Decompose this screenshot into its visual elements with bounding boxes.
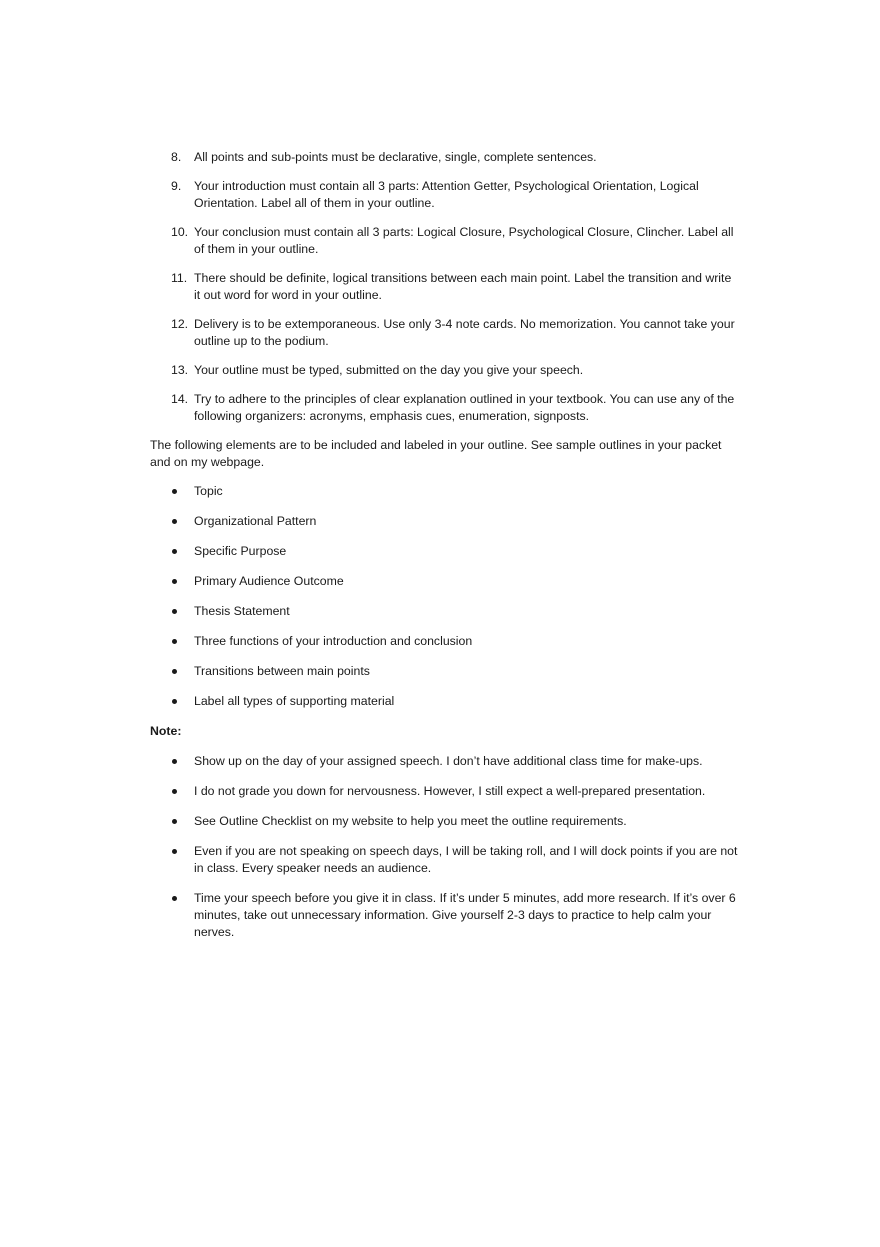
elements-intro-paragraph: The following elements are to be included and labeled in your outline. See sample outlines in your packet and on my webpage. — [150, 438, 722, 469]
item-text: Try to adhere to the principles of clear explanation outlined in your textbook. You can use any of the following organizers: acronyms, emphasis cues, enumeration, signposts. — [194, 392, 735, 423]
item-number: 10. — [171, 225, 189, 239]
requirement-item — [150, 149, 740, 166]
list-item — [150, 693, 740, 710]
requirement-item — [150, 178, 740, 212]
list-item — [150, 813, 740, 830]
list-item — [150, 573, 740, 590]
note-heading: Note: — [150, 724, 182, 738]
list-item — [150, 890, 740, 941]
list-item-text: Label all types of supporting material — [194, 694, 395, 708]
bullet-icon — [172, 489, 177, 494]
bullet-icon — [172, 549, 177, 554]
item-text: There should be definite, logical transitions between each main point. Label the transition and write it out word for word in your outline. — [194, 271, 732, 302]
list-item-text: Three functions of your introduction and conclusion — [194, 634, 473, 648]
item-number: 13. — [171, 363, 189, 377]
requirement-item — [150, 391, 740, 425]
bullet-icon — [172, 699, 177, 704]
item-number: 12. — [171, 317, 189, 331]
requirement-item — [150, 224, 740, 258]
bullet-icon — [172, 819, 177, 824]
outline-elements-list — [150, 483, 740, 710]
list-item-text: See Outline Checklist on my website to help you meet the outline requirements. — [194, 814, 627, 828]
list-item-text: Even if you are not speaking on speech days, I will be taking roll, and I will dock points if you are not in class. Every speaker needs an audience. — [194, 844, 738, 875]
bullet-icon — [172, 896, 177, 901]
list-item — [150, 603, 740, 620]
list-item-text: Organizational Pattern — [194, 514, 317, 528]
bullet-icon — [172, 789, 177, 794]
list-item-text: Topic — [194, 484, 223, 498]
list-item — [150, 633, 740, 650]
list-item-text: Primary Audience Outcome — [194, 574, 344, 588]
item-number: 8. — [171, 150, 182, 164]
bullet-icon — [172, 609, 177, 614]
document-body — [150, 149, 740, 954]
bullet-icon — [172, 669, 177, 674]
list-item-text: Transitions between main points — [194, 664, 370, 678]
notes-list — [150, 753, 740, 941]
item-text: Your outline must be typed, submitted on the day you give your speech. — [194, 363, 584, 377]
bullet-icon — [172, 579, 177, 584]
list-item — [150, 513, 740, 530]
requirement-item — [150, 270, 740, 304]
list-item — [150, 843, 740, 877]
item-number: 9. — [171, 179, 182, 193]
list-item-text: Specific Purpose — [194, 544, 287, 558]
requirements-list — [150, 149, 740, 425]
list-item-text: I do not grade you down for nervousness. However, I still expect a well-prepared presentation. — [194, 784, 706, 798]
requirement-item — [150, 362, 740, 379]
list-item — [150, 483, 740, 500]
item-text: Your introduction must contain all 3 parts: Attention Getter, Psychological Orientation, Logical Orientation. Label all of them in your outline. — [194, 179, 699, 210]
bullet-icon — [172, 849, 177, 854]
item-text: Your conclusion must contain all 3 parts: Logical Closure, Psychological Closure, Clincher. Label all of them in your outline. — [194, 225, 734, 256]
requirement-item — [150, 316, 740, 350]
item-number: 14. — [171, 392, 189, 406]
list-item — [150, 663, 740, 680]
bullet-icon — [172, 759, 177, 764]
bullet-icon — [172, 519, 177, 524]
item-text: All points and sub-points must be declarative, single, complete sentences. — [194, 150, 597, 164]
item-text: Delivery is to be extemporaneous. Use only 3-4 note cards. No memorization. You cannot take your outline up to the podium. — [194, 317, 735, 348]
bullet-icon — [172, 639, 177, 644]
item-number: 11. — [171, 271, 188, 285]
list-item — [150, 783, 740, 800]
list-item-text: Thesis Statement — [194, 604, 290, 618]
list-item — [150, 543, 740, 560]
list-item-text: Time your speech before you give it in class. If it’s under 5 minutes, add more research. If it’s over 6 minutes, take out unnecessary information. Give yourself 2-3 days to practice to help calm your nerves. — [194, 891, 736, 939]
list-item-text: Show up on the day of your assigned speech. I don’t have additional class time for make-ups. — [194, 754, 703, 768]
list-item — [150, 753, 740, 770]
